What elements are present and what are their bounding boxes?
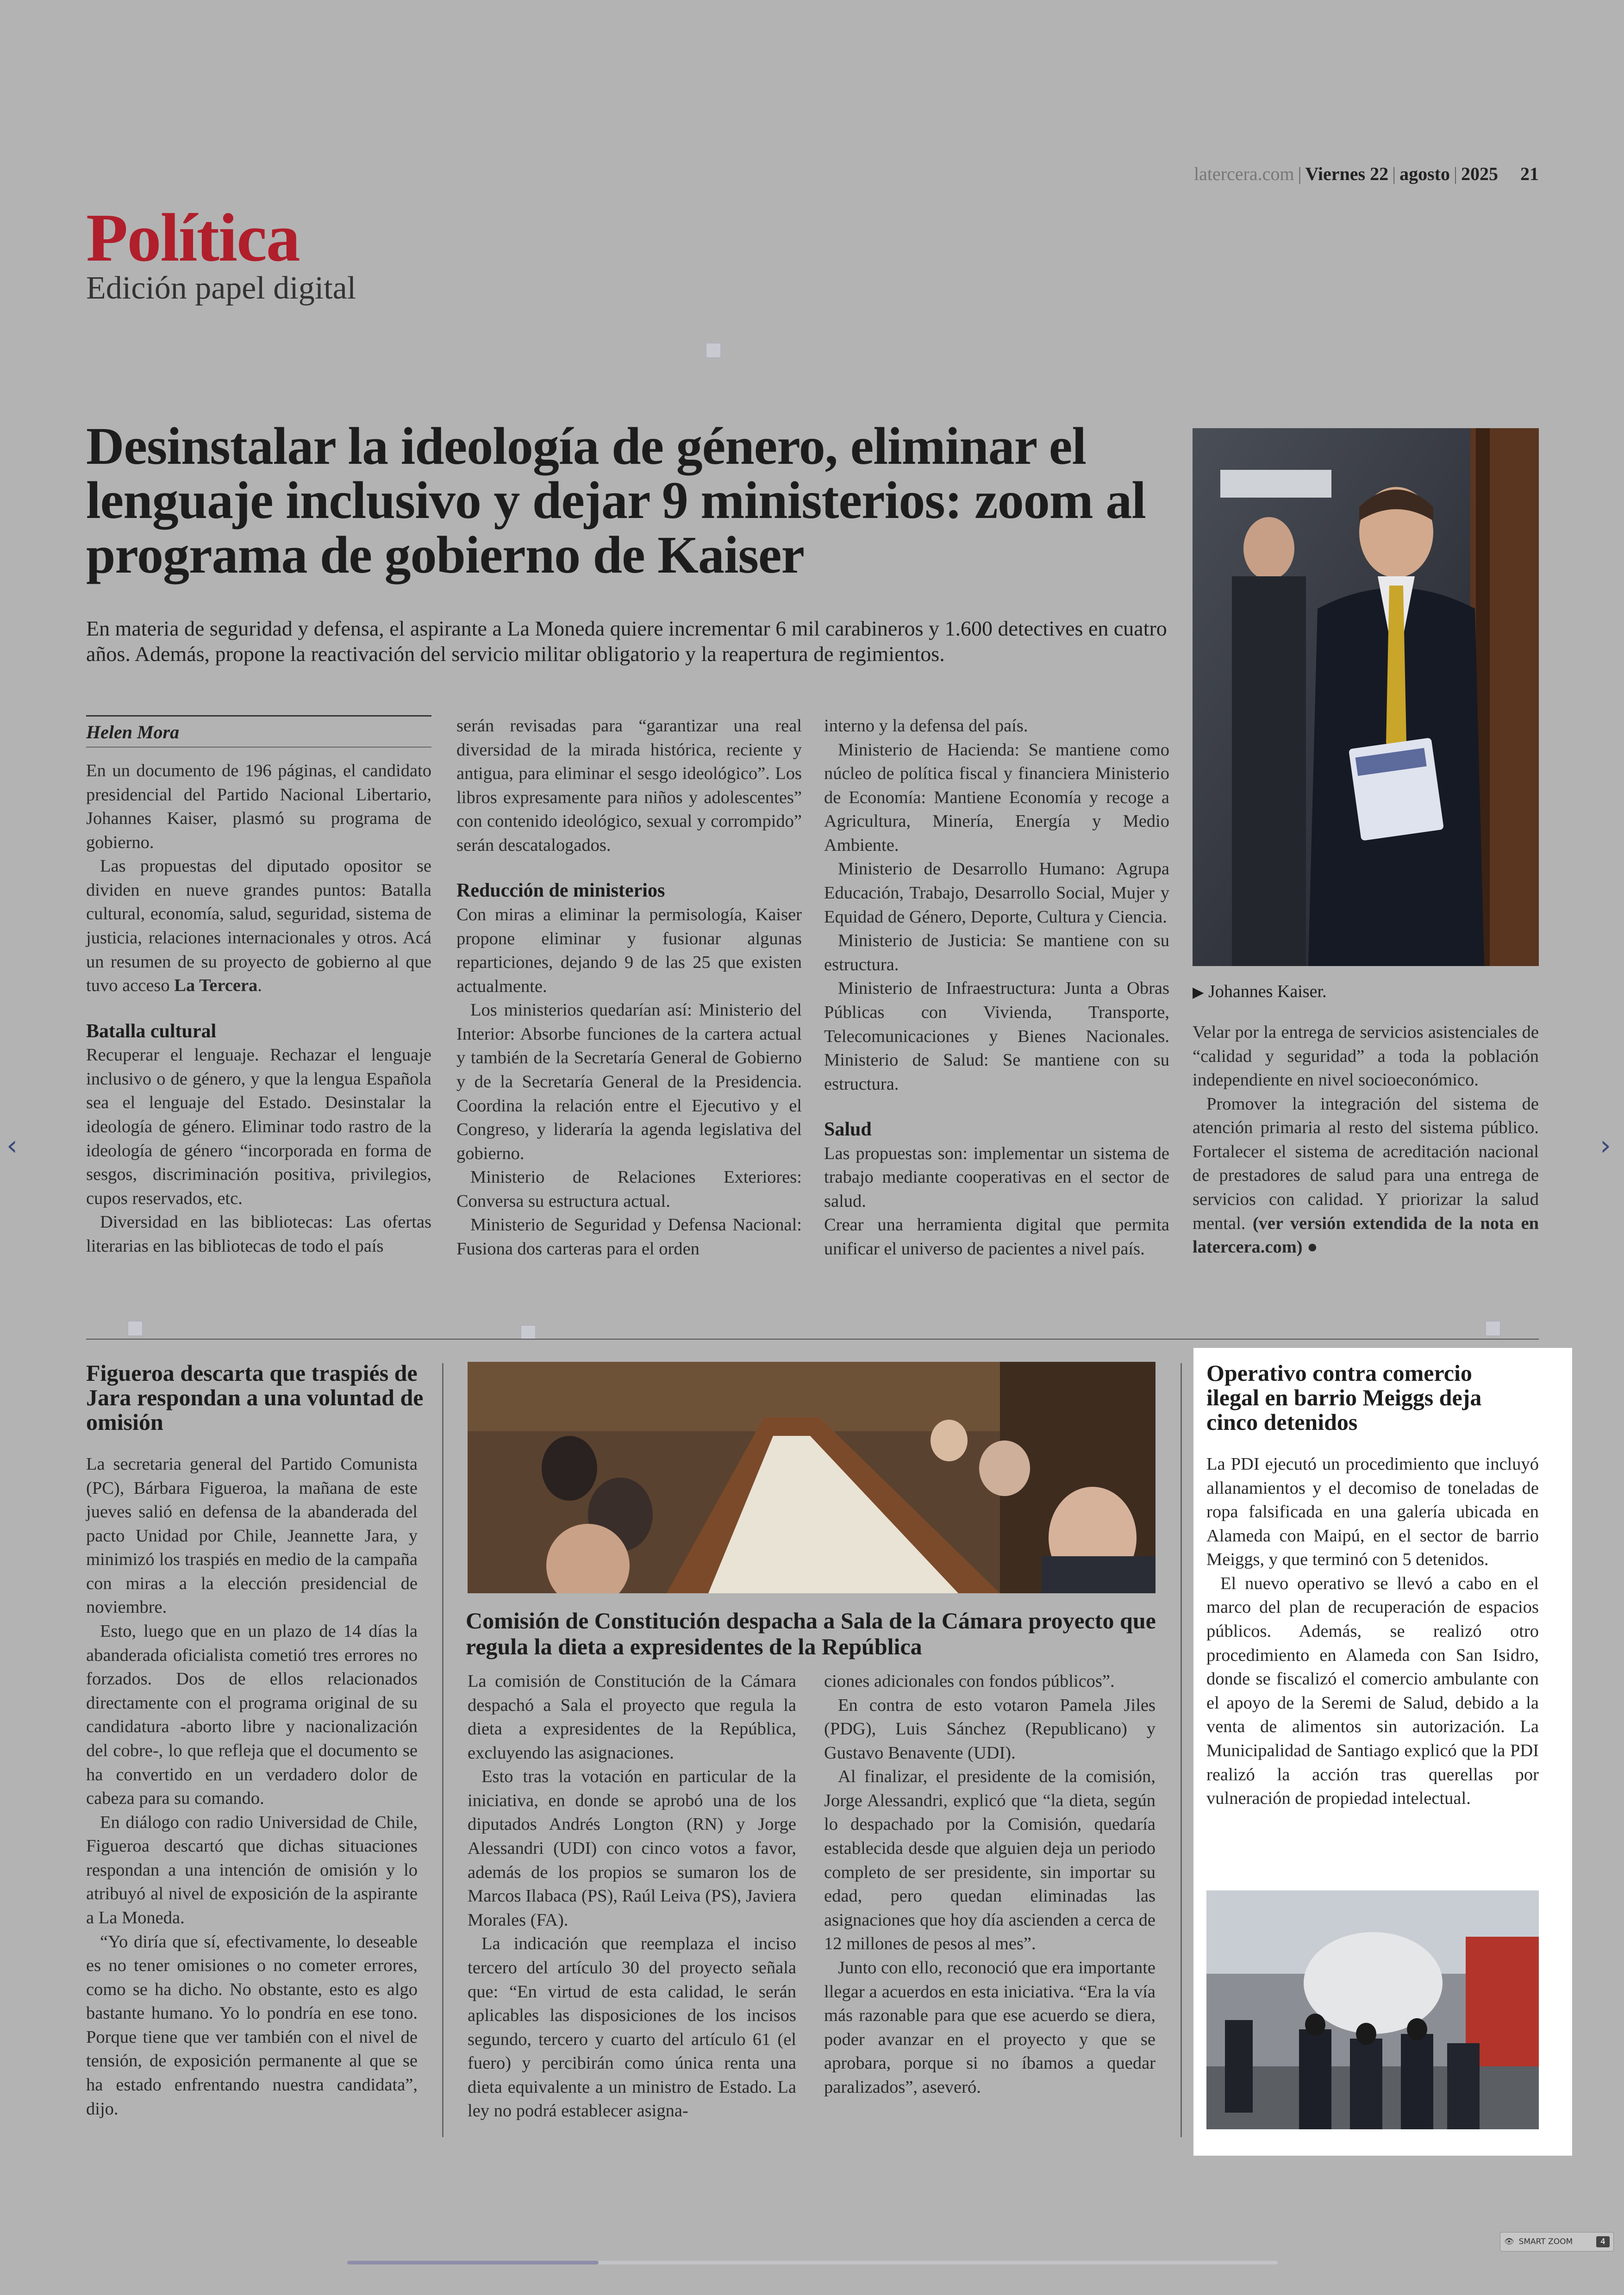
- article-column-3: [824, 714, 1169, 1261]
- paragraph: “Yo diría que sí, efectivamente, lo deseable es no tener omisiones o no cometer errores, como se ha dicho. No obstante, esto es algo bastante humano. Yo lo pondría en ese tono. Porque tiene que ver también con el nivel de tensión, de exposición permanente al que se ha estado enfrentando nuestra candidata”, dijo.: [86, 1932, 418, 2119]
- paragraph: La indicación que reemplaza el inciso tercero del artículo 30 del proyecto señala que: “En virtud de esta calidad, le serán aplicables las disposiciones de los incisos segundo, tercero y cuarto del artículo 61 (el fuero) y percibirán como única renta una dieta equivalente a un ministro de Estado. La ley no podrá establecer asigna-: [468, 1934, 796, 2121]
- chevron-left-icon[interactable]: ‹: [6, 1129, 18, 1162]
- zoom-count-badge: 4: [1596, 2236, 1610, 2247]
- operativo-body: [1206, 1453, 1539, 1811]
- comment-marker-icon[interactable]: [127, 1321, 143, 1336]
- article-column-2: [456, 714, 802, 1261]
- comision-column-2: [824, 1670, 1156, 2099]
- subheading-batalla: Batalla cultural: [86, 1020, 217, 1042]
- paragraph: Esto, luego que en un plazo de 14 días la abanderada oficialista cometió tres errores no forzados. Dos de ellos relacionados directamente con el programa original de su candidatura -aborto libre y nacionalización del cobre-, lo que refleja que el documento se ha convertido en un verdadero dolor de cabeza para su comando.: [86, 1621, 418, 1809]
- source-name: La Tercera: [174, 976, 258, 996]
- paragraph: Velar por la entrega de servicios asistenciales de “calidad y seguridad” a toda la población independiente en nivel socioeconómico.: [1193, 1023, 1539, 1090]
- paragraph: En contra de esto votaron Pamela Jiles (PDG), Luis Sánchez (Republicano) y Gustavo Benavente (UDI).: [824, 1695, 1156, 1763]
- paragraph: interno y la defensa del país.: [824, 716, 1028, 736]
- paragraph: serán revisadas para “garantizar una real diversidad de la mirada histórica, reciente y antigua, para eliminar el sesgo ideológico”. Los libros expresamente para niños y adolescentes” con contenido ideológico, sexual y corrompido” serán descatalogados.: [456, 716, 802, 855]
- paragraph: Ministerio de Seguridad y Defensa Nacional: Fusiona dos carteras para el orden: [456, 1215, 802, 1259]
- comment-marker-icon[interactable]: [706, 343, 721, 358]
- paragraph: Recuperar el lenguaje. Rechazar el lenguaje inclusivo o de género, y que la lengua Española sea el lenguaje del Estado. Desinstalar la ideología de género. Eliminar todo rastro de la ideología de género “incorporada en forma de sesgos, discriminación positiva, privilegios, cupos reservados, etc.: [86, 1045, 431, 1208]
- section-divider: [86, 1339, 1539, 1340]
- figueroa-body: [86, 1453, 418, 2121]
- header-day: Viernes 22: [1305, 163, 1389, 184]
- article-column-1: [86, 759, 431, 1258]
- caption-arrow-icon: ▶: [1193, 984, 1204, 1000]
- paragraph: Las propuestas son: implementar un sistema de trabajo mediante cooperativas en el sector de salud.: [824, 1143, 1169, 1211]
- paragraph: En un documento de 196 páginas, el candidato presidencial del Partido Nacional Libertario, Johannes Kaiser, plasmó su programa de gobierno.: [86, 761, 431, 852]
- paragraph: La secretaria general del Partido Comunista (PC), Bárbara Figueroa, la mañana de este jueves salió en defensa de la abanderada del pacto Unidad por Chile, Jeannette Jara, y minimizó los traspiés en medio de la campaña con miras a la elección presidencial de noviembre.: [86, 1454, 418, 1617]
- paragraph: Con miras a eliminar la permisología, Kaiser propone eliminar y fusionar algunas reparticiones, dejando 9 de las 25 que existen actualmente.: [456, 904, 802, 996]
- header-month: agosto: [1399, 163, 1450, 184]
- paragraph: Ministerio de Relaciones Exteriores: Conversa su estructura actual.: [456, 1167, 802, 1211]
- paragraph: Ministerio de Desarrollo Humano: Agrupa Educación, Trabajo, Desarrollo Social, Mujer y Equidad de Género, Deporte, Cultura y Ciencia.: [824, 859, 1169, 927]
- paragraph: La comisión de Constitución de la Cámara despachó a Sala el proyecto que regula la dieta a expresidentes de la República, excluyendo las asignaciones.: [468, 1671, 796, 1763]
- byline: Helen Mora: [86, 715, 431, 748]
- chevron-right-icon[interactable]: ›: [1600, 1129, 1611, 1162]
- section-title: Política: [86, 200, 300, 276]
- subheading-reduccion: Reducción de ministerios: [456, 880, 665, 902]
- paragraph: Los ministerios quedarían así: Ministerio del Interior: Absorbe funciones de la cartera actual y también de la Secretaría General de Gobierno y de la Secretaría General de la Presidencia. Coordina la relación entre el Ejecutivo y el Congreso, y lideraría la agenda legislativa del gobierno.: [456, 1000, 802, 1163]
- smart-zoom-label: SMART ZOOM: [1518, 2237, 1573, 2246]
- page-number: 21: [1520, 163, 1539, 184]
- comision-column-1: [468, 1670, 796, 2123]
- main-headline: Desinstalar la ideología de género, eliminar el lenguaje inclusivo y dejar 9 ministerios: zoom al programa de gobierno de Kaiser: [86, 417, 1146, 584]
- comision-headline: Comisión de Constitución despacha a Sala de la Cámara proyecto que regula la dieta a expresidentes de la República: [466, 1608, 1156, 1659]
- paragraph: Ministerio de Infraestructura: Junta a Obras Públicas con Vivienda, Transporte, Telecomunicaciones y Bienes Nacionales. Ministerio de Salud: Se mantiene con su estructura.: [824, 979, 1169, 1094]
- site-name: latercera.com: [1193, 163, 1294, 184]
- paragraph: Junto con ello, reconoció que era importante llegar a acuerdos en esta iniciativa. “Era la vía más razonable para que ese acuerdo se diera, poder avanzar en el proyecto y que se aprobara, porque si no íbamos a quedar paralizados”, aseveró.: [824, 1958, 1156, 2097]
- paragraph: Promover la integración del sistema de atención primaria al resto del sistema público. Fortalecer el sistema de acreditación nacional de prestadores de salud para una entrega de servicios con calidad. Y priorizar la salud mental. (ver versión extendida de la nota en latercera.com) ●: [1193, 1094, 1539, 1257]
- kaiser-photo: [1193, 428, 1539, 966]
- operativo-photo: [1206, 1890, 1539, 2129]
- article-column-4: [1193, 1021, 1539, 1260]
- edition-subtitle: Edición papel digital: [86, 270, 356, 306]
- photo-caption: ▶ Johannes Kaiser.: [1193, 982, 1327, 1001]
- page-header-meta: latercera.com | Viernes 22 | agosto | 2025 21: [1193, 163, 1539, 184]
- extended-note-link[interactable]: (ver versión extendida de la nota en latercera.com): [1193, 1213, 1539, 1257]
- paragraph: Ministerio de Justicia: Se mantiene con su estructura.: [824, 931, 1169, 974]
- paragraph: ciones adicionales con fondos públicos”.: [824, 1671, 1115, 1691]
- page-progress-bar[interactable]: [347, 2261, 1278, 2264]
- paragraph: Esto tras la votación en particular de la iniciativa, en donde se aprobó una de los diputados Andrés Longton (RN) y Jorge Alessandri (UDI) con cinco votos a favor, además de los propios se sumaron los de Marcos Ilabaca (PS), Raúl Leiva (PS), Javiera Morales (FA).: [468, 1767, 796, 1930]
- paragraph: La PDI ejecutó un procedimiento que incluyó allanamientos y el decomiso de toneladas de ropa falsificada en una galería ubicada en Alameda con Maipú, en el sector de barrio Meiggs, y que terminó con 5 detenidos.: [1206, 1454, 1539, 1570]
- operativo-headline: Operativo contra comercio ilegal en barrio Meiggs deja cinco detenidos: [1206, 1360, 1482, 1435]
- comision-photo: [468, 1362, 1156, 1593]
- subheading-salud: Salud: [824, 1119, 872, 1141]
- main-deck: En materia de seguridad y defensa, el aspirante a La Moneda quiere incrementar 6 mil carabineros y 1.600 detectives en cuatro años. Además, propone la reactivación del servicio militar obligatorio y la reapertura de regimientos.: [86, 617, 1167, 666]
- eye-icon: 👁: [1504, 2237, 1514, 2246]
- smart-zoom-button[interactable]: [1500, 2232, 1614, 2251]
- column-rule: [442, 1363, 443, 2137]
- paragraph: Crear una herramienta digital que permita unificar el universo de pacientes a nivel país.: [824, 1215, 1169, 1259]
- paragraph: Ministerio de Hacienda: Se mantiene como núcleo de política fiscal y financiera Ministerio de Economía: Mantiene Economía y recoge a Agricultura, Minería, Energía y Medio Ambiente.: [824, 740, 1169, 855]
- column-rule: [1181, 1363, 1182, 2137]
- comment-marker-icon[interactable]: [520, 1325, 536, 1341]
- paragraph: Las propuestas del diputado opositor se dividen en nueve grandes puntos: Batalla cultural, economía, salud, seguridad, sistema de justicia, relaciones internacionales y otros. Acá un resumen de su proyecto de gobierno al que tuvo acceso La Tercera.: [86, 856, 431, 996]
- page-progress-fill: [347, 2261, 599, 2264]
- paragraph: En diálogo con radio Universidad de Chile, Figueroa descartó que dichas situaciones respondan a una intención de omisión y lo atribuyó al nivel de exposición de la aspirante a La Moneda.: [86, 1812, 418, 1927]
- paragraph: Diversidad en las bibliotecas: Las ofertas literarias en las bibliotecas de todo el país: [86, 1212, 431, 1256]
- paragraph: El nuevo operativo se llevó a cabo en el marco del plan de recuperación de espacios públicos. Además, se realizó otro procedimiento en Alameda con San Isidro, donde se fiscalizó el comercio ambulante con el apoyo de la Seremi de Salud, debido a la venta de alimentos sin autorización. La Municipalidad de Santiago explicó que la PDI realizó la acción tras querellas por vulneración de propiedad intelectual.: [1206, 1573, 1539, 1809]
- end-mark-icon: ●: [1307, 1237, 1318, 1257]
- comment-marker-icon[interactable]: [1485, 1321, 1501, 1336]
- figueroa-headline: Figueroa descarta que traspiés de Jara respondan a una voluntad de omisión: [86, 1360, 424, 1435]
- paragraph: Al finalizar, el presidente de la comisión, Jorge Alessandri, explicó que “la dieta, según lo despachado por la Comisión, quedaría establecida desde que alguien deja un periodo completo de ser presidente, sin importar su edad, pero quedan eliminadas las asignaciones que hoy día ascienden a cerca de 12 millones de pesos al mes”.: [824, 1767, 1156, 1954]
- header-year: 2025: [1461, 163, 1498, 184]
